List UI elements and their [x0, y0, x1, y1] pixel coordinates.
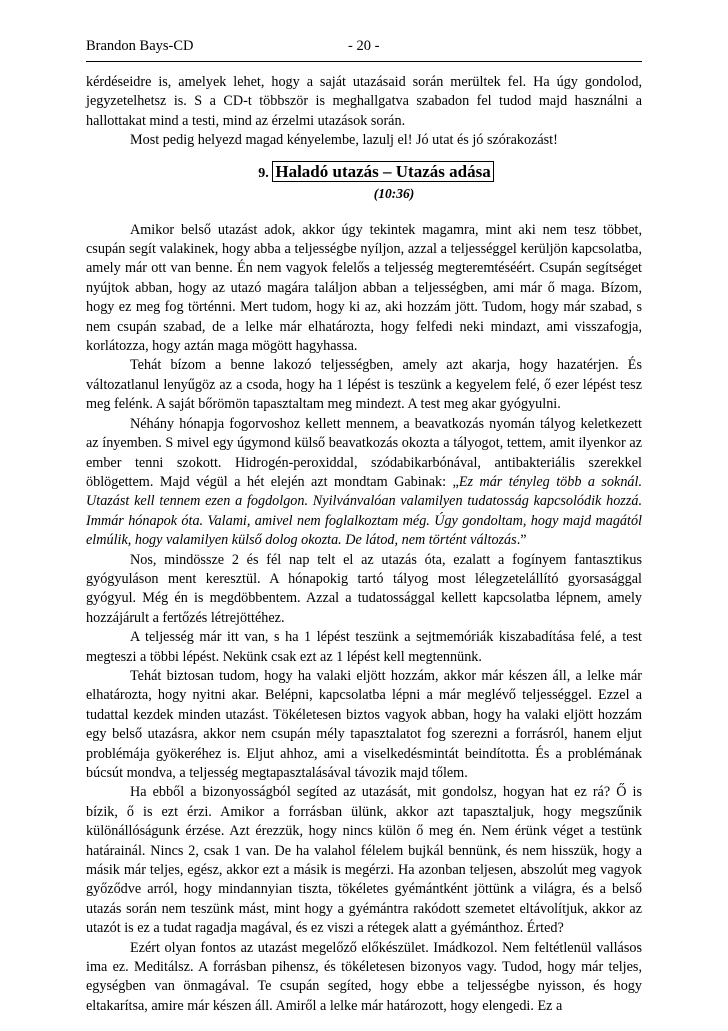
header-rule	[86, 61, 642, 62]
quote-closing-text: .”	[516, 532, 527, 549]
header-author: Brandon Bays-CD	[86, 38, 194, 54]
body-paragraph: Nos, mindössze 2 és fél nap telt el az utazás óta, ezalatt a fogínyem fantasztikus gyógyuláson ment keresztül. A hónapokig tartó tályog most lélegzetelállító gyorsasággal gyógyul. Még én is megdöbbentem. Azzal a tudatossággal kellett kapcsolatba lépnem, amely hozzájárult a fertőzés létrejöttéhez.	[86, 551, 642, 626]
quote-lead-text: Néhány hónapja fogorvoshoz kellett mennem, a beavatkozás nyomán tályog keletkezett az ínyemben. S mivel egy úgymond külső beavatkozás okozta a tályogot, tettem, amit ilyenkor az ember tenni szokott. Hidrogén-peroxiddal, szódabikarbónával, antibakteriális szerekkel öblögettem. Majd végül a hét elején azt mondtam Gabinak: „	[86, 415, 642, 490]
body-paragraph: Tehát biztosan tudom, hogy ha valaki eljött hozzám, akkor már készen áll, a lelke már elhatározta, hogy nyitni akar. Belépni, kapcsolatba lépni a már meglévő teljességgel. Ezzel a tudattal kezdek minden utazást. Tökéletesen biztos vagyok abban, hogy ha valaki eljött hozzám egy belső utazásra, akkor nem csupán mély tapasztalatot fog szerezni a forrásról, hanem eljut problémája gyökeréhez is. Eljut ahhoz, ami a viselkedésmintát beindította. És a problémának búcsút mondva, a teljesség megtapasztalásával távozik majd tőlem.	[86, 667, 642, 781]
section-duration: (10:36)	[373, 185, 415, 201]
body-paragraph: Tehát bízom a benne lakozó teljességben, amely azt akarja, hogy hazatérjen. És változatlanul lenyűgöz az a csoda, hogy ha 1 lépést is teszünk a kegyelem felé, ő ezer lépést tesz meg felénk. A saját bőrömön tapasztaltam meg mindezt. A test meg akar gyógyulni.	[86, 357, 642, 413]
body-paragraph: Ha ebből a bizonyosságból segíted az utazását, mit gondolsz, hogyan hat ez rá? Ő is bízik, ő is ezt érzi. Amikor a forrásban ülünk, akkor azt tapasztaljuk, hogy megszűnik különállóságunk érzése. Azt érezzük, hogy nincs külön ő meg én. Nem érünk véget a testünk határainál. Nincs 2, csak 1 van. De ha valahol félelem bujkál bennünk, és nem hisszük, hogy a másik már teljes, egész, akkor ezt a másik is megérzi. Ha azonban teljesen, abszolút meg vagyok győződve arról, hogy mindannyian tiszta, tökéletes gyémántként jöttünk a világra, és a belső utazás során nem teszünk mást, mint hogy a gyémántra rakódott szemetet eltávolítjuk, akkor az utazót is ez a tudat ragadja magával, és ez viszi a rétegek alatt a gyémánthoz. Érted?	[86, 784, 642, 937]
page-header	[86, 38, 642, 58]
section-number: 9.	[258, 165, 269, 181]
body-paragraph-quote	[86, 415, 642, 551]
intro-closing-paragraph: Most pedig helyezd magad kényelembe, lazulj el! Jó utat és jó szórakozást!	[130, 132, 558, 149]
quote-italic-text: Ez már tényleg több a soknál. Utazást kell tennem ezen a fogdolgon. Nyilvánvalóan valamilyen tudatosság kapcsolódik hozzá. Immár hónapok óta. Valami, amivel nem foglalkoztam még. Úgy gondoltam, hogy majd magától elmúlik, hogy valamilyen külső dolog okozta. De látod, nem történt változás	[86, 473, 642, 549]
header-page-number: - 20 -	[348, 38, 380, 54]
section-title: Haladó utazás – Utazás adása	[272, 161, 493, 182]
body-paragraph: Amikor belső utazást adok, akkor úgy tekintek magamra, mint aki nem tesz többet, csupán segít valakinek, hogy abba a teljességbe nyíljon, azzal a teljességgel kerüljön kapcsolatba, amely már ott van benne. Én nem vagyok felelős a teljesség megteremtéséért. Csupán segítséget nyújtok abban, hogy az utazó magára találjon abban a teljességben, ami már ő maga. Bízom, hogy ez meg fog történni. Mert tudom, hogy ki az, aki hozzám jött. Tudom, hogy már szabad, s nem csupán szabad, de a lelke már elhatározta, hogy felfedi neki mindazt, ami visszafogja, korlátozza, hogy aztán maga mögött hagyhassa.	[86, 221, 642, 355]
section-heading	[86, 161, 642, 185]
body-paragraph: Ezért olyan fontos az utazást megelőző előkészület. Imádkozol. Nem feltétlenül vallásos ima ez. Meditálsz. A forrásban pihensz, és tökéletesen bizonyos vagy. Tudod, hogy már teljes, egységben van önmagával. Te csupán segíted, hogy ebbe a teljességbe nyisson, és hogy eltakarítsa, amire már készen áll. Amiről a lelke már határozott, hogy elengedi. Ez a	[86, 939, 642, 1014]
page-content	[86, 73, 642, 1016]
body-paragraph: A teljesség már itt van, s ha 1 lépést teszünk a sejtmemóriák kiszabadítása felé, a test megteszi a többi lépést. Nekünk csak ezt az 1 lépést kell megtennünk.	[86, 629, 642, 665]
intro-paragraph: kérdéseidre is, amelyek lehet, hogy a saját utazásaid során merültek fel. Ha úgy gondolod, jegyzetelhetsz is. S a CD-t többször is meghallgatva szabadon fel tudod majd használni a hallottakat mind a testi, mind az érzelmi utazások során.	[86, 74, 642, 129]
